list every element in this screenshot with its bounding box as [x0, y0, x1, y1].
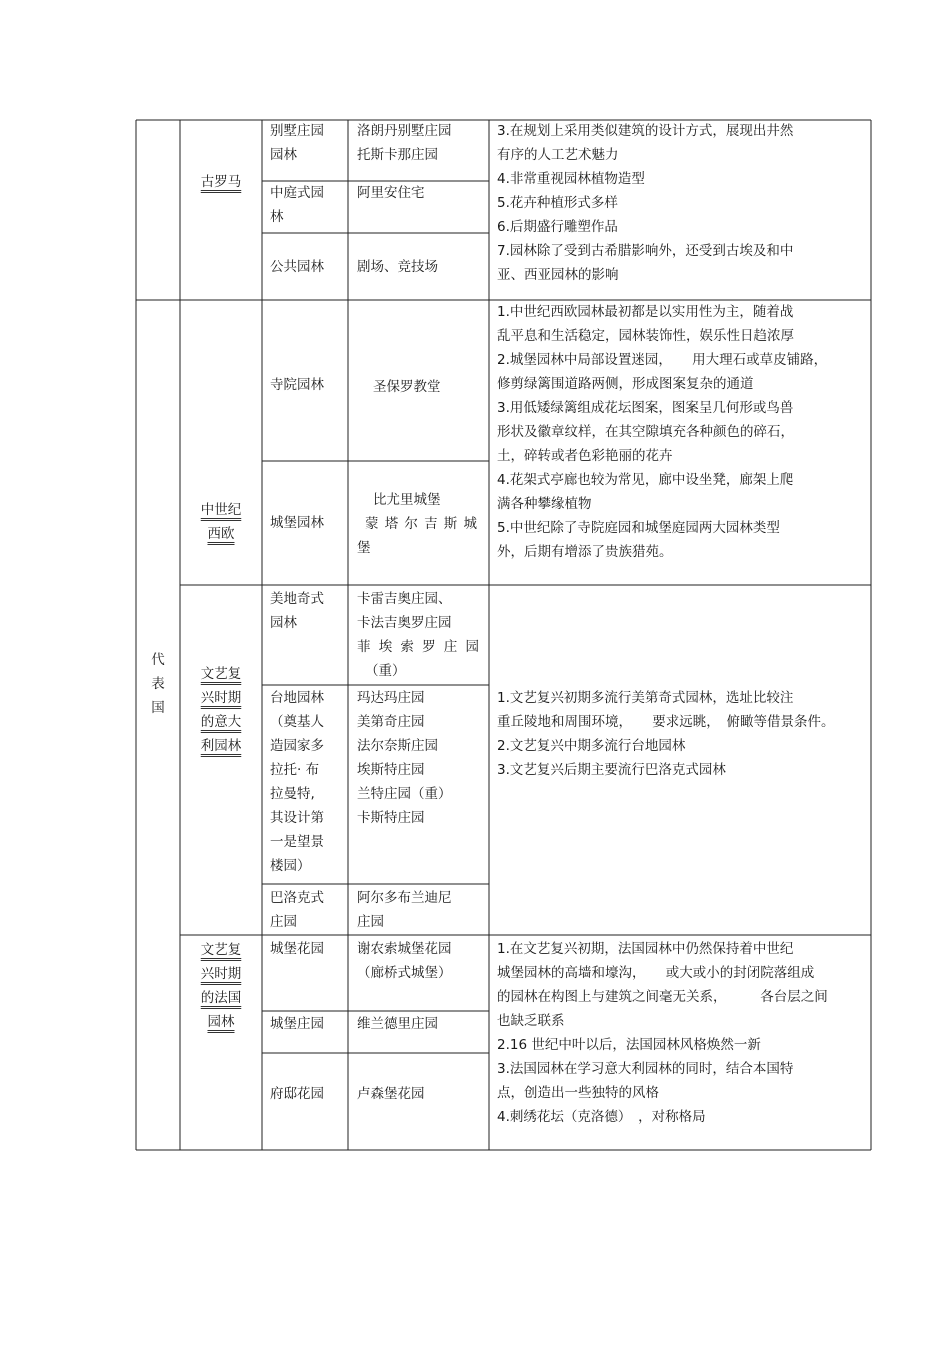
example-rome-villa: 洛朗丹别墅庄园 托斯卡那庄园: [357, 123, 452, 163]
example-italy-medici: 卡雷吉奥庄园、 卡法吉奥罗庄园 菲埃索罗庄园 （重）: [357, 591, 479, 679]
example-rome-atrium: 阿里安住宅: [357, 185, 425, 201]
features-france: 1.在文艺复兴初期，法国园林中仍然保持着中世纪 城堡园林的高墙和壕沟， 或大或小的封闭院落组成 的园林在构图上与建筑之间毫无关系， 各台层之间 也缺乏联系 2.16 世纪中叶以后，法国园林风格焕然一新 3.法国园林在学习意大利园林的同时，结合本国特 点，创造出一些独特的风格 4.刺绣花坛（克洛德） ，对称格局: [497, 941, 828, 1125]
example-medieval-castle: 比尤里城堡 蒙塔尔吉斯城 堡: [357, 492, 477, 556]
type-medieval-castle: 城堡园林: [270, 515, 324, 531]
type-rome-atrium: 中庭式园 林: [270, 185, 324, 225]
example-france-castle-garden: 谢农索城堡花园 （廊桥式城堡）: [357, 941, 452, 981]
type-rome-villa: 别墅庄园 园林: [270, 123, 324, 163]
example-france-mansion-garden: 卢森堡花园: [357, 1086, 425, 1102]
type-medieval-monastery: 寺院园林: [270, 377, 324, 393]
example-italy-baroque: 阿尔多布兰迪尼 庄园: [357, 890, 452, 930]
features-rome: 3.在规划上采用类似建筑的设计方式，展现出井然 有序的人工艺术魅力 4.非常重视园林植物造型 5.花卉种植形式多样 6.后期盛行雕塑作品 7.园林除了受到古希腊影响外，还受到古埃及和中 亚、西亚园林的影响: [497, 123, 794, 283]
type-france-castle-estate: 城堡庄园: [270, 1016, 324, 1032]
example-medieval-monastery: 圣保罗教堂: [373, 379, 441, 395]
type-france-castle-garden: 城堡花园: [270, 941, 324, 957]
group-label: 代 表 国: [151, 652, 165, 716]
era-rome: 古罗马: [200, 174, 242, 190]
features-italy: 1.文艺复兴初期多流行美第奇式园林，选址比较注 重丘陵地和周围环境， 要求远眺， 俯瞰等借景条件。 2.文艺复兴中期多流行台地园林 3.文艺复兴后期主要流行巴洛克式园林: [497, 690, 835, 778]
type-rome-public: 公共园林: [270, 259, 324, 275]
type-italy-baroque: 巴洛克式 庄园: [270, 890, 324, 930]
type-italy-medici: 美地奇式 园林: [270, 591, 324, 631]
era-france: 文艺复 兴时期 的法国 园林: [200, 942, 242, 1030]
features-medieval: 1.中世纪西欧园林最初都是以实用性为主，随着战 乱平息和生活稳定，园林装饰性，娱乐性日趋浓厚 2.城堡园林中局部设置迷园， 用大理石或草皮铺路， 修剪绿篱围道路两侧，形成图案复杂的通道 3.用低矮绿篱组成花坛图案，图案呈几何形或鸟兽 形状及徽章纹样，在其空隙填充各种颜色的碎石， 土，碎转或者色彩艳丽的花卉 4.花架式亭廊也较为常见，廊中设坐凳，廊架上爬 满各种攀缘植物 5.中世纪除了寺院庭园和城堡庭园两大园林类型 外，后期有增添了贵族猎苑。: [497, 304, 828, 560]
type-italy-terrace: 台地园林 （奠基人 造园家多 拉托· 布 拉曼特, 其设计第 一是望景 楼园）: [270, 690, 324, 874]
example-italy-terrace: 玛达玛庄园 美第奇庄园 法尔奈斯庄园 埃斯特庄园 兰特庄园（重） 卡斯特庄园: [357, 690, 452, 826]
era-italy: 文艺复 兴时期 的意大 利园林: [200, 666, 242, 754]
example-rome-public: 剧场、竞技场: [357, 259, 438, 275]
example-france-castle-estate: 维兰德里庄园: [357, 1016, 438, 1032]
type-france-mansion-garden: 府邸花园: [270, 1086, 324, 1102]
era-medieval: 中世纪 西欧: [200, 502, 242, 542]
